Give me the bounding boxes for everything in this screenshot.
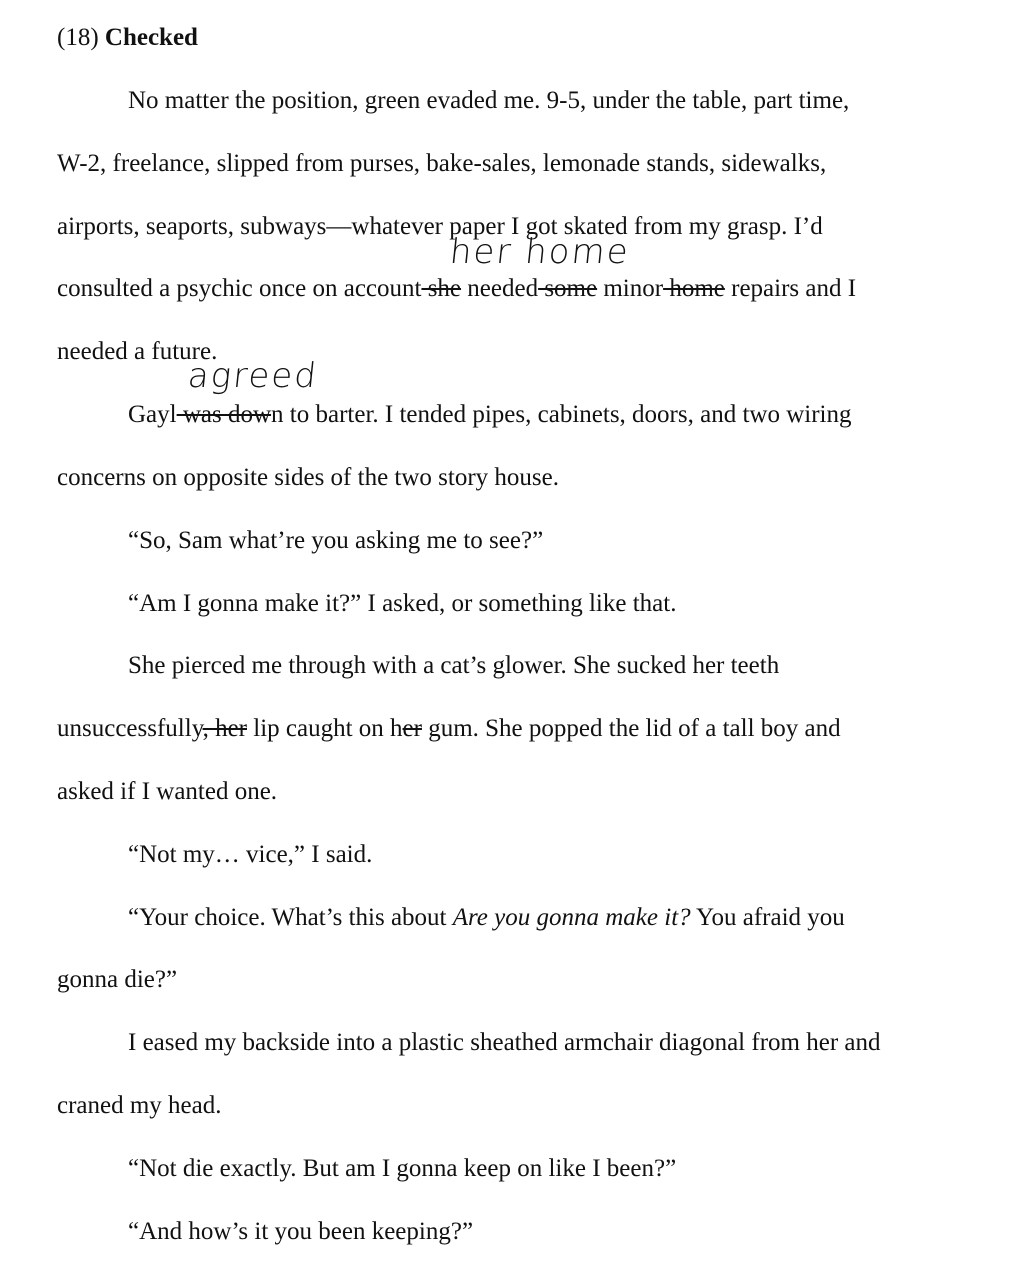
text-segment: needed bbox=[461, 275, 539, 302]
text-line bbox=[57, 714, 841, 744]
text-segment: gum. She popped the lid of a tall boy and bbox=[421, 715, 841, 742]
text-segment: minor bbox=[597, 275, 664, 302]
text-line: concerns on opposite sides of the two story house. bbox=[57, 464, 560, 491]
struck-word: , her bbox=[202, 715, 247, 742]
text-segment: unsuccessfully bbox=[57, 715, 203, 742]
text-line bbox=[128, 903, 845, 933]
struck-word: home bbox=[663, 275, 725, 302]
text-segment: consulted a psychic once on account bbox=[57, 275, 422, 302]
chapter-number: (18) bbox=[57, 24, 99, 51]
chapter-title: Checked bbox=[104, 24, 198, 51]
text-line: “Am I gonna make it?” I asked, or something like that. bbox=[128, 590, 677, 617]
text-segment: n to barter. I tended pipes, cabinets, doors, and two wiring bbox=[271, 401, 852, 428]
text-line: W-2, freelance, slipped from purses, bake-sales, lemonade stands, sidewalks, bbox=[57, 150, 827, 177]
text-line: gonna die?” bbox=[57, 966, 178, 993]
handwritten-insertion: her home bbox=[447, 232, 632, 272]
struck-word: er bbox=[402, 715, 422, 742]
text-line: “And how’s it you been keeping?” bbox=[128, 1218, 474, 1245]
text-line: asked if I wanted one. bbox=[57, 778, 278, 805]
struck-word: she bbox=[421, 275, 462, 302]
text-line: I eased my backside into a plastic sheathed armchair diagonal from her and bbox=[128, 1029, 881, 1056]
text-line: She pierced me through with a cat’s glower. She sucked her teeth bbox=[128, 652, 780, 679]
text-segment: lip caught on h bbox=[247, 715, 403, 742]
text-line: craned my head. bbox=[57, 1092, 222, 1119]
text-line: No matter the position, green evaded me. 9-5, under the table, part time, bbox=[128, 87, 850, 114]
text-line: “So, Sam what’re you asking me to see?” bbox=[128, 527, 544, 554]
text-line: airports, seaports, subways—whatever paper I got skated from my grasp. I’d bbox=[57, 213, 823, 240]
handwritten-insertion: agreed bbox=[185, 356, 320, 396]
text-line: needed a future. bbox=[57, 338, 218, 365]
chapter-heading bbox=[57, 23, 198, 53]
text-line bbox=[128, 400, 851, 430]
text-line bbox=[57, 274, 856, 304]
text-line: “Not my… vice,” I said. bbox=[128, 841, 373, 868]
text-segment: “Your choice. What’s this about bbox=[128, 904, 453, 931]
text-segment: You afraid you bbox=[690, 904, 845, 931]
struck-word: some bbox=[538, 275, 598, 302]
struck-word: was dow bbox=[176, 401, 272, 428]
italic-phrase: Are you gonna make it? bbox=[452, 904, 691, 931]
text-segment: Gayl bbox=[128, 401, 177, 428]
text-line: “Not die exactly. But am I gonna keep on like I been?” bbox=[128, 1155, 677, 1182]
text-segment: repairs and I bbox=[724, 275, 857, 302]
